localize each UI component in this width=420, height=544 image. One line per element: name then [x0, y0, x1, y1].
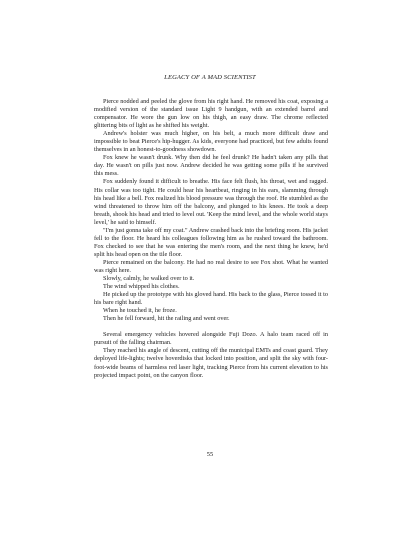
paragraph: Several emergency vehicles hovered alongside Fuji Dozo. A halo team raced off in pursuit of the falling chairman. — [94, 331, 328, 347]
paragraph: When he touched it, he froze. — [103, 307, 177, 315]
paragraph: They reached his angle of descent, cutting off the municipal EMTs and coast guard. They deployed life-lights; twelve hoverdisks that locked into position, and split the sky with four-foot-wide beams of harmless red laser light, tracking Pierce from his current elevation to his projected impact point, on the canyon floor. — [94, 347, 328, 379]
paragraph: Fox knew he wasn't drunk. Why then did he feel drunk? He hadn't taken any pills that day. He wasn't on pills just now. Andrew decided he was getting some pills if he survived this mess. — [94, 154, 328, 178]
page-number: 55 — [206, 451, 214, 458]
paragraph: Pierce remained on the balcony. He had no real desire to see Fox shot. What he wanted was right here. — [94, 258, 328, 274]
paragraph: Slowly, calmly, he walked over to it. — [103, 275, 195, 283]
paragraph: "I'm just gonna take off my coat." Andrew crashed back into the briefing room. His jacket fell to the floor. He heard his colleagues following him as he rushed toward the bathroom. Fox checked to see that he was entering the men's room, and the next thing he knew, he'd split his head open on the tile floor. — [94, 226, 328, 258]
paragraph: The wind whipped his clothes. — [103, 283, 180, 291]
running-header: LEGACY OF A MAD SCIENTIST — [164, 74, 256, 81]
paragraph: Pierce nodded and peeled the glove from his right hand. He removed his coat, exposing a modified version of the standard issue Light 9 handgun, with an extended barrel and compensator. He wore the gun low on his thigh, an easy draw. The chrome reflected glittering bits of light as he shifted his weight. — [94, 98, 328, 130]
paragraph: Andrew's holster was much higher, on his belt, a much more difficult draw and impossible to beat Pierce's hip-hugger. As kids, everyone had practiced, but few adults found themselves in an honest-to-goodness showdown. — [94, 130, 328, 154]
paragraph: He picked up the prototype with his gloved hand. His back to the glass, Pierce tossed it to his bare right hand. — [94, 291, 328, 307]
paragraph: Fox suddenly found it difficult to breathe. His face felt flush, his throat, wet and ragged. His collar was too tight. He could hear his heartbeat, ringing in his ears, slamming through his head like a bell. Fox realized his blood pressure was through the roof. He stumbled as the wind threatened to throw him off the balcony, and plunged to his knees. He took a deep breath, shook his head and tried to level out. 'Keep the mind level, and the whole world stays level,' he said to himself. — [94, 178, 328, 226]
paragraph: Then he fell forward, hit the railing and went over. — [103, 315, 230, 323]
body-text — [94, 98, 328, 380]
